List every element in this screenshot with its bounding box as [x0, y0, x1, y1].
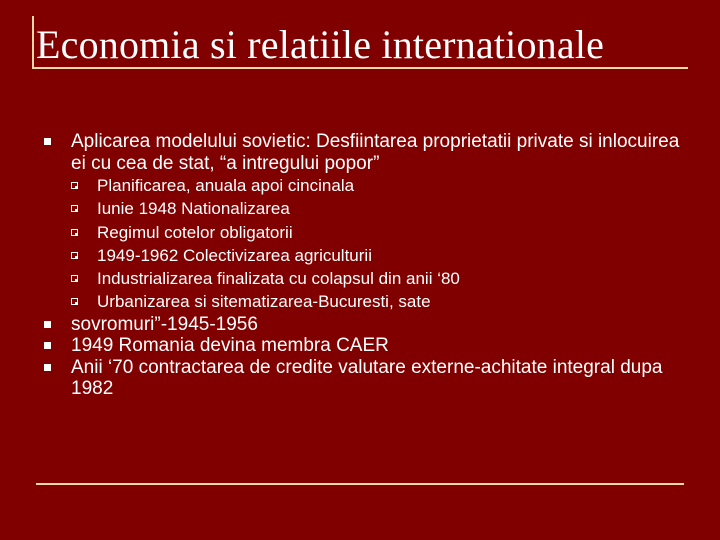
- bullet-item: [44, 335, 694, 357]
- bullet-text: sovromuri”-1945-1956: [71, 313, 258, 335]
- square-bullet-icon: [44, 364, 51, 371]
- title-rule-horizontal: [32, 67, 688, 69]
- sub-bullet-item: [44, 221, 694, 244]
- bullet-list: [44, 131, 694, 400]
- slide-title: Economia si relatiile internationale: [36, 22, 605, 67]
- hollow-square-bullet-icon: [71, 298, 78, 305]
- bullet-item: [44, 314, 694, 336]
- sub-bullet-item: [44, 267, 694, 290]
- hollow-square-bullet-icon: [71, 205, 78, 212]
- sub-bullet-text: Regimul cotelor obligatorii: [97, 222, 293, 242]
- sub-bullet-text: Iunie 1948 Nationalizarea: [97, 199, 290, 219]
- sub-bullet-text: 1949-1962 Colectivizarea agriculturii: [97, 245, 372, 265]
- sub-bullet-item: [44, 290, 694, 313]
- bullet-item: [44, 357, 694, 400]
- hollow-square-bullet-icon: [71, 229, 78, 236]
- sub-bullet-text: Urbanizarea si sitematizarea-Bucuresti, sate: [97, 292, 431, 312]
- sub-bullet-item: [44, 174, 694, 197]
- sub-bullet-item: [44, 244, 694, 267]
- square-bullet-icon: [44, 342, 51, 349]
- bottom-rule: [36, 483, 684, 485]
- bullet-text: 1949 Romania devina membra CAER: [71, 335, 389, 357]
- square-bullet-icon: [44, 138, 51, 145]
- sub-bullet-text: Industrializarea finalizata cu colapsul din anii ‘80: [97, 269, 460, 289]
- hollow-square-bullet-icon: [71, 275, 78, 282]
- bullet-text: Aplicarea modelului sovietic: Desfiintarea proprietatii private si inlocuirea ei cu cea de stat, “a intregului popor”: [71, 131, 680, 174]
- hollow-square-bullet-icon: [71, 252, 78, 259]
- bullet-item: [44, 131, 694, 174]
- hollow-square-bullet-icon: [71, 182, 78, 189]
- sub-bullet-text: Planificarea, anuala apoi cincinala: [97, 176, 355, 195]
- title-rule-vertical: [32, 16, 34, 68]
- sub-bullet-list: [44, 174, 694, 314]
- square-bullet-icon: [44, 321, 51, 328]
- bullet-text: Anii ‘70 contractarea de credite valutare externe-achitate integral dupa 1982: [71, 356, 663, 400]
- sub-bullet-item: [44, 197, 694, 220]
